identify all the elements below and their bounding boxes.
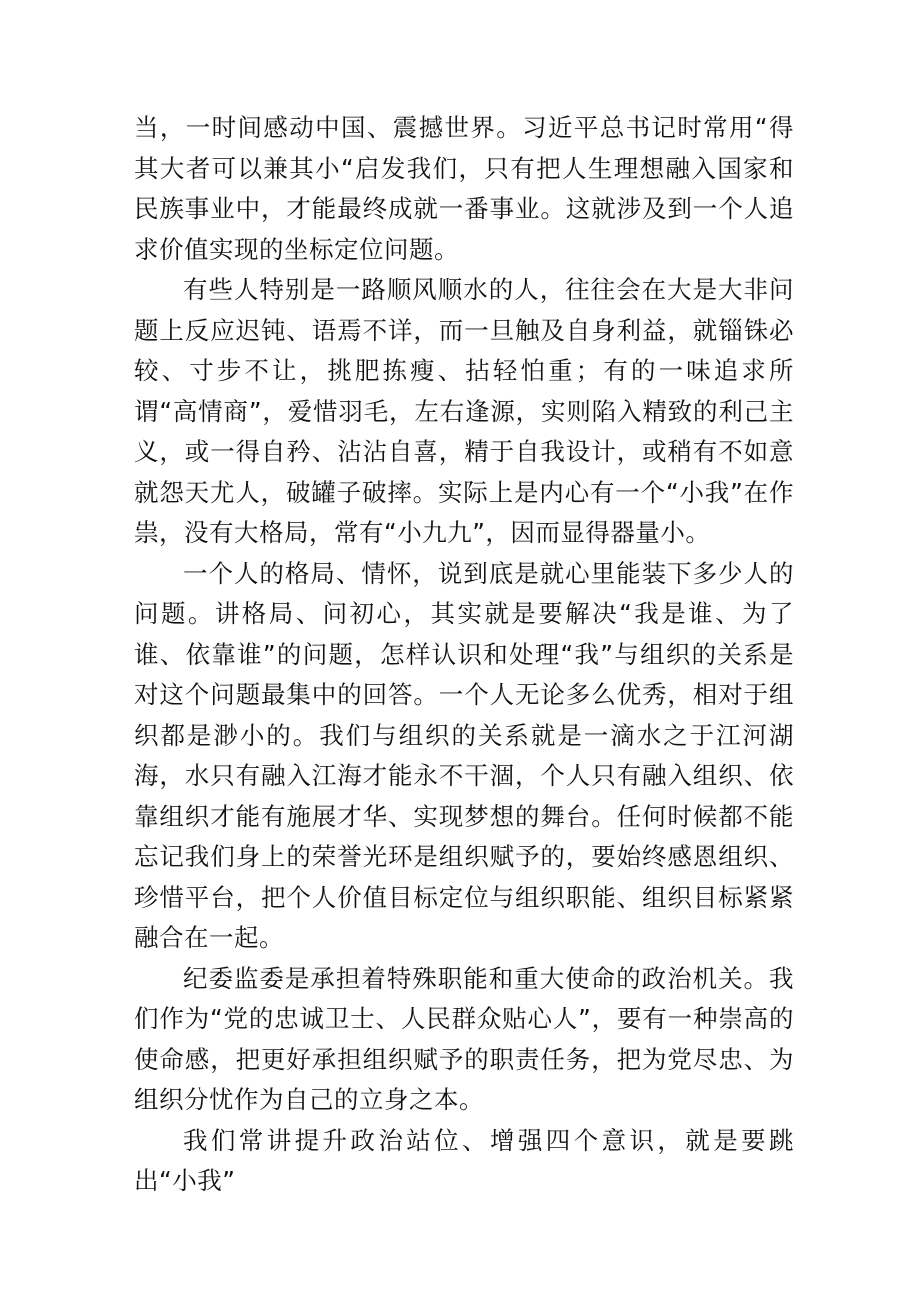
paragraph-5: 我们常讲提升政治站位、增强四个意识，就是要跳出“小我”: [134, 1125, 794, 1195]
paragraph-3: 一个人的格局、情怀，说到底是就心里能装下多少人的问题。讲格局、问初心，其实就是要解决“我是谁、为了谁、依靠谁”的问题，怎样认识和处理“我”与组织的关系是对这个问题最集中的回答。一个人无论多么优秀，相对于组织都是渺小的。我们与组织的关系就是一滴水之于江河湖海，水只有融入江海才能永不干涸，个人只有融入组织、依靠组织才能有施展才华、实现梦想的舞台。任何时候都不能忘记我们身上的荣誉光环是组织赋予的，要始终感恩组织、珍惜平台，把个人价值目标定位与组织职能、组织目标紧紧融合在一起。: [134, 558, 794, 952]
paragraph-4: 纪委监委是承担着特殊职能和重大使命的政治机关。我们作为“党的忠诚卫士、人民群众贴心人”，要有一种崇高的使命感，把更好承担组织赋予的职责任务，把为党尽忠、为组织分忧作为自己的立身之本。: [134, 963, 794, 1114]
document-page: [134, 108, 794, 1202]
paragraph-2: 有些人特别是一路顺风顺水的人，往往会在大是大非问题上反应迟钝、语焉不详，而一旦触及自身利益，就锱铢必较、寸步不让，挑肥拣瘦、拈轻怕重；有的一味追求所谓“高情商”，爱惜羽毛，左右逢源，实则陷入精致的利己主义，或一得自矜、沾沾自喜，精于自我设计，或稍有不如意就怨天尤人，破罐子破摔。实际上是内心有一个“小我”在作祟，没有大格局，常有“小九九”，因而显得器量小。: [134, 275, 794, 547]
paragraph-1: 当，一时间感动中国、震撼世界。习近平总书记时常用“得其大者可以兼其小“启发我们，只有把人生理想融入国家和民族事业中，才能最终成就一番事业。这就涉及到一个人追求价值实现的坐标定位问题。: [134, 113, 794, 264]
